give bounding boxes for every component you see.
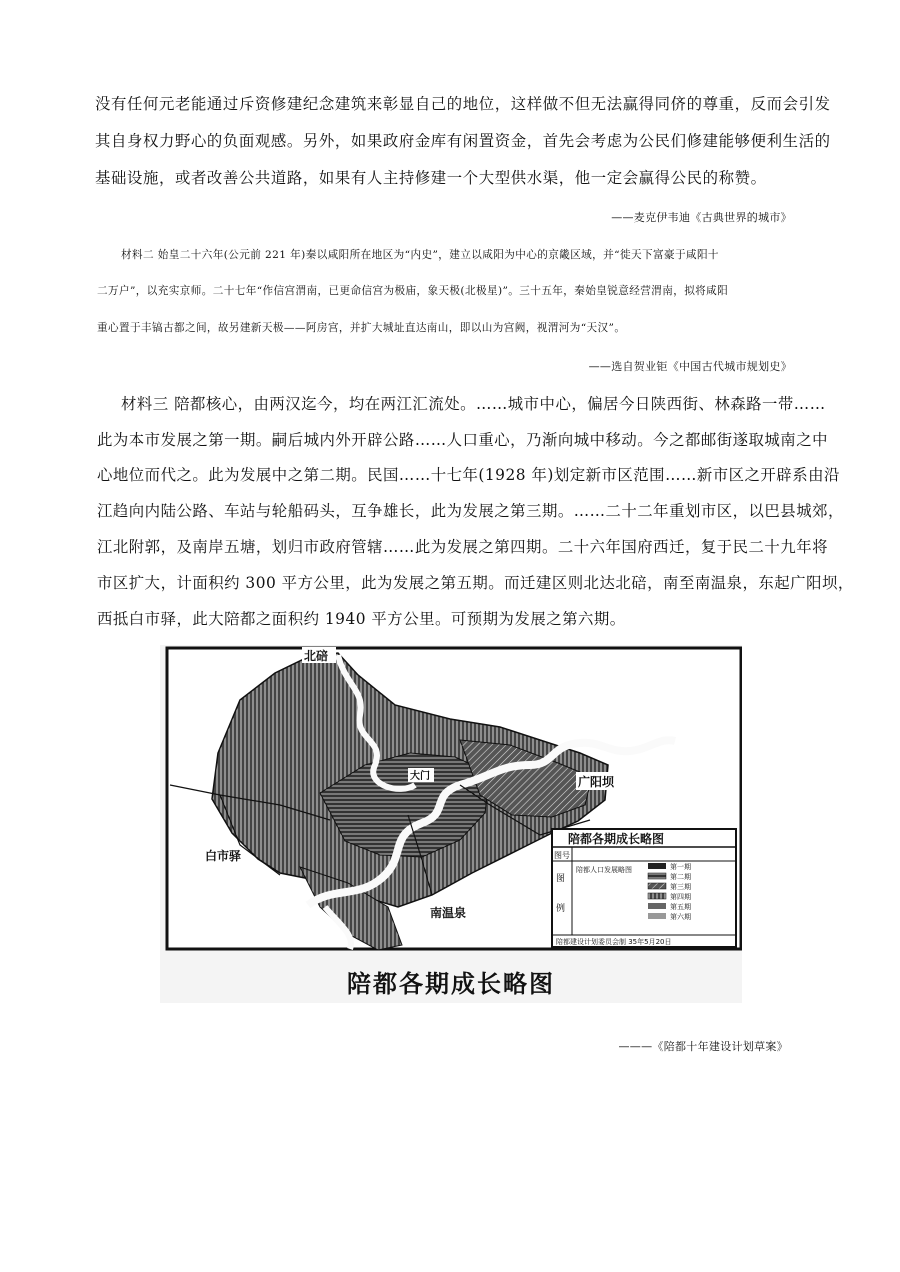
intro-source: ——麦克伊韦迪《古典世界的城市》: [611, 211, 792, 224]
material2-line-3: 重心置于丰镐古都之间，故另建新天极——阿房宫，并扩大城址直达南山，即以山为宫阙，视渭河为“天汉”。: [97, 322, 626, 334]
intro-line-3: 基础设施，或者改善公共道路，如果有人主持修建一个大型供水渠，他一定会赢得公民的称赞。: [95, 169, 767, 187]
legend-footer: 陪都建设计划委员会制 35年5月20日: [556, 938, 672, 946]
legend-label-2: 例: [556, 904, 566, 914]
legend-population-note: 陪都人口发展略图: [576, 866, 632, 874]
map-source: ———《陪都十年建设计划草案》: [618, 1040, 788, 1053]
legend-title: 陪都各期成长略图: [568, 832, 665, 846]
legend-period-6: 第六期: [670, 913, 691, 921]
label-baishiyi: 白市驿: [205, 849, 242, 863]
material2-source: ——选自贺业钜《中国古代城市规划史》: [588, 360, 792, 373]
label-nanwenquan: 南温泉: [430, 906, 467, 920]
intro-line-1: 没有任何元老能通过斥资修建纪念建筑来彰显自己的地位，这样做不但无法赢得同侪的尊重，反而会引发: [95, 95, 831, 113]
legend-period-1: 第一期: [670, 863, 691, 871]
legend-period-3: 第三期: [670, 883, 691, 891]
material3-line-2: 此为本市发展之第一期。嗣后城内外开辟公路……人口重心，乃渐向城中移动。今之都邮街遂取城南之中: [97, 431, 828, 449]
map-caption: 陪都各期成长略图: [347, 970, 555, 998]
material2-line-2: 二万户”，以充实京师。二十七年“作信宫渭南，已更命信宫为极庙，象天极(北极星)”。三十五年，秦始皇锐意经营渭南，拟将咸阳: [97, 285, 729, 297]
material3-line-5: 江北附郭，及南岸五塘，划归市政府管辖……此为发展之第四期。二十六年国府西迁，复于民二十九年将: [97, 538, 828, 556]
legend-box: [552, 829, 736, 947]
label-beibei: 北碚: [304, 649, 329, 663]
legend-figure-no: 图号: [554, 851, 570, 860]
map-figure: [160, 645, 742, 1003]
legend-period-2: 第二期: [670, 873, 691, 881]
intro-line-2: 其自身权力野心的负面观感。另外，如果政府金库有闲置资金，首先会考虑为公民们修建能够便利生活的: [95, 132, 831, 150]
legend-period-5: 第五期: [670, 903, 691, 911]
material3-line-3: 心地位而代之。此为发展中之第二期。民国……十七年(1928 年)划定新市区范围……新市区之开辟系由沿: [97, 466, 840, 484]
material3-line-7: 西抵白市驿，此大陪都之面积约 1940 平方公里。可预期为发展之第六期。: [97, 610, 626, 628]
material3-line-6: 市区扩大，计面积约 300 平方公里，此为发展之第五期。而迁建区则北达北碚，南至南温泉，东起广阳坝，: [97, 574, 854, 592]
label-center: 大门: [410, 771, 430, 782]
material2-line-1: 材料二 始皇二十六年(公元前 221 年)秦以咸阳所在地区为“内史”，建立以咸阳为中心的京畿区域，并“徙天下富豪于咸阳十: [121, 249, 719, 261]
legend-label-1: 图: [556, 874, 566, 884]
material3-line-4: 江趋向内陆公路、车站与轮船码头，互争雄长，此为发展之第三期。……二十二年重划市区，以巴县城郊，: [97, 502, 844, 520]
legend-period-4: 第四期: [670, 893, 691, 901]
material3-line-1: 材料三 陪都核心，由两汉迄今，均在两江汇流处。……城市中心，偏居今日陕西街、林森路一带……: [121, 395, 826, 413]
label-guangyangba: 广阳坝: [578, 775, 615, 789]
